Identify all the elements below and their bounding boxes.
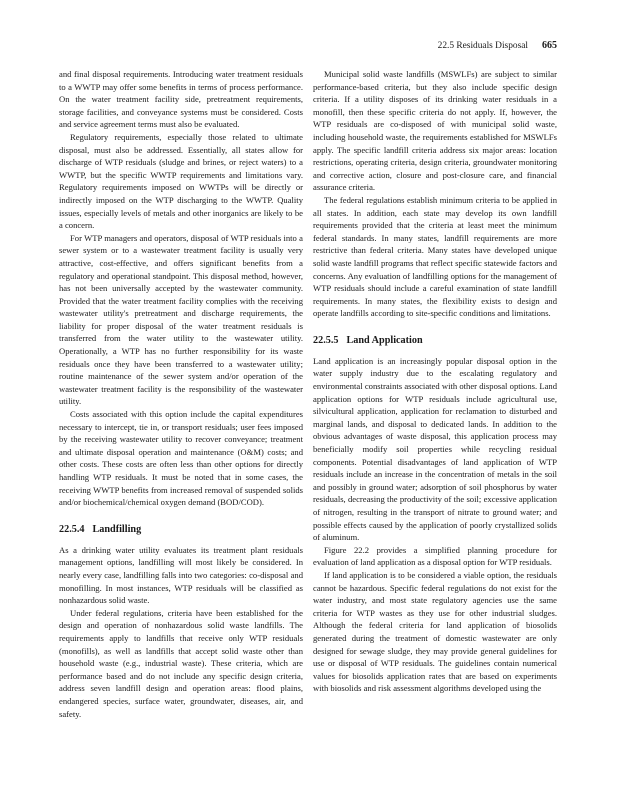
paragraph: Figure 22.2 provides a simplified planning procedure for evaluation of land application as a disposal option for WTP residuals. — [313, 544, 557, 568]
section-title: Landfilling — [92, 523, 142, 535]
paragraph: Under federal regulations, criteria have been established for the design and operation of nonhazardous solid waste landfills. The requirements apply to landfills that receive only WTP residuals (monofills), as well as landfills that accept solid waste other than household waste (e.g., industrial waste). These criteria, which are performance based and do not include any specific design criteria, address seven landfill design and operation areas: flood plains, endangered species, surface water, groundwater, diseases, air, and safety. — [59, 607, 303, 719]
right-column — [313, 68, 557, 695]
paragraph: For WTP managers and operators, disposal of WTP residuals into a sewer system or to a wastewater treatment facility is usually very attractive, cost-effective, and offers significant benefits from a regulatory and operational standpoint. This disposal method, however, has not been universally accepted by the wastewater community. Provided that the water treatment facility complies with the receiving wastewater utility's pretreatment and discharge requirements, the liability for proper disposal of the water treatment residuals is transferred from the water utility to the wastewater utility. Operationally, a WTP has no further responsibility for its waste residuals once they have been transferred to a wastewater utility; routine maintenance of the sewer system and/or operation of the wastewater treatment facility is the responsibility of the wastewater utility. — [59, 232, 303, 407]
left-column — [59, 68, 303, 720]
paragraph: Land application is an increasingly popular disposal option in the water supply industry due to the escalating regulatory and environmental constraints associated with other disposal options. Land application options for WTP residuals include agricultural use, silvicultural application, application for reclamation to disturbed and marginal lands, and disposal to dedicated lands. In addition to the obvious advantages of waste disposal, this application process may beneficially modify soil properties while recycling residual components. Potential disadvantages of land application of WTP residuals include an increase in the concentration of metals in the soil and possibly in ground water; adsorption of soil phosphorus by water residuals, decreasing the productivity of the soil; excessive application of nitrogen, resulting in the transport of nitrate to ground water; and possible effects caused by the application of poorly crystallized solids of aluminum. — [313, 355, 557, 543]
paragraph: Regulatory requirements, especially those related to ultimate disposal, must also be addressed. Essentially, all states allow for discharge of WTP residuals (sludge and brines, or reject waters) to a WWTP, but the specific WWTP requirements and limitations vary. Regulatory requirements imposed on WWTPs will be directly or indirectly imposed on the WTP discharging to the WWTP. Quality issues, especially levels of metals and other inorganics are likely to be a concern. — [59, 131, 303, 231]
section-heading-landfilling — [59, 523, 303, 536]
paragraph: Municipal solid waste landfills (MSWLFs) are subject to similar performance-based criteria, but they also include specific design criteria. If a utility disposes of its drinking water residuals in a monofill, then these specific criteria do not apply. If, however, the WTP residuals are co-disposed of with municipal solid waste, including household waste, the requirements established for MSWLFs apply. The specific landfill criteria address six major areas: location restrictions, operating criteria, design criteria, groundwater monitoring and corrective action, closure and post-closure care, and financial assurance criteria. — [313, 69, 557, 193]
section-heading-land-application — [313, 334, 557, 347]
paragraph: As a drinking water utility evaluates its treatment plant residuals management options, landfilling will most likely be considered. In nearly every case, landfilling falls into two categories: co-disposal and monofilling. In most instances, WTP residuals will be classified as nonhazardous solid waste. — [59, 544, 303, 606]
paragraph: Costs associated with this option include the capital expenditures necessary to intercept, tie in, or transport residuals; user fees imposed by the receiving wastewater utility to recover conveyance; treatment and ultimate disposal operation and maintenance (O&M) costs; and other costs. These costs are often less than other options for directly handling WTP residuals. It must be noted that in some cases, the receiving WWTP benefits from increased removal of suspended solids and/or biochemical/chemical oxygen demand (BOD/COD). — [59, 409, 303, 508]
paragraph: The federal regulations establish minimum criteria to be applied in all states. In addition, each state may develop its own landfill requirements provided that the criteria at least meet the minimum federal standards. In many states, landfill requirements are more restrictive than federal criteria. Many states have developed unique solid waste landfill programs that reflect specific statewide factors and concerns. Any evaluation of landfilling options for the management of WTP residuals should include a careful examination of state landfill requirements. In many states, the flexibility exists to design and operate landfills according to site-specific conditions and limitations. — [313, 194, 557, 319]
running-head — [438, 40, 557, 52]
paragraph: If land application is to be considered a viable option, the residuals cannot be hazardous. Specific federal regulations do not exist for the water industry, and most state regulatory agencies use the same criteria for WTP wastes as they use for other industrial sludges. Although the federal criteria for land application of biosolids generated during the treatment of domestic wastewater are only designed for sewage sludge, they may provide general guidelines for use or disposal of WTP residuals. The guidelines contain numerical values for biosolids application rates that are based on experiments with biosolids and risk assessment algorithms developed using the — [313, 569, 557, 694]
paragraph: and final disposal requirements. Introducing water treatment residuals to a WWTP may offer some benefits in terms of process performance. On the water treatment facility side, pretreatment requirements, storage facilities, and conveyance systems must be considered. Costs and service agreement terms must also be evaluated. — [59, 69, 303, 130]
page-number: 665 — [542, 40, 557, 51]
section-number: 22.5.4 — [59, 523, 85, 535]
section-title: Land Application — [346, 334, 423, 346]
section-title: 22.5 Residuals Disposal — [437, 41, 528, 51]
section-number: 22.5.5 — [313, 334, 339, 346]
